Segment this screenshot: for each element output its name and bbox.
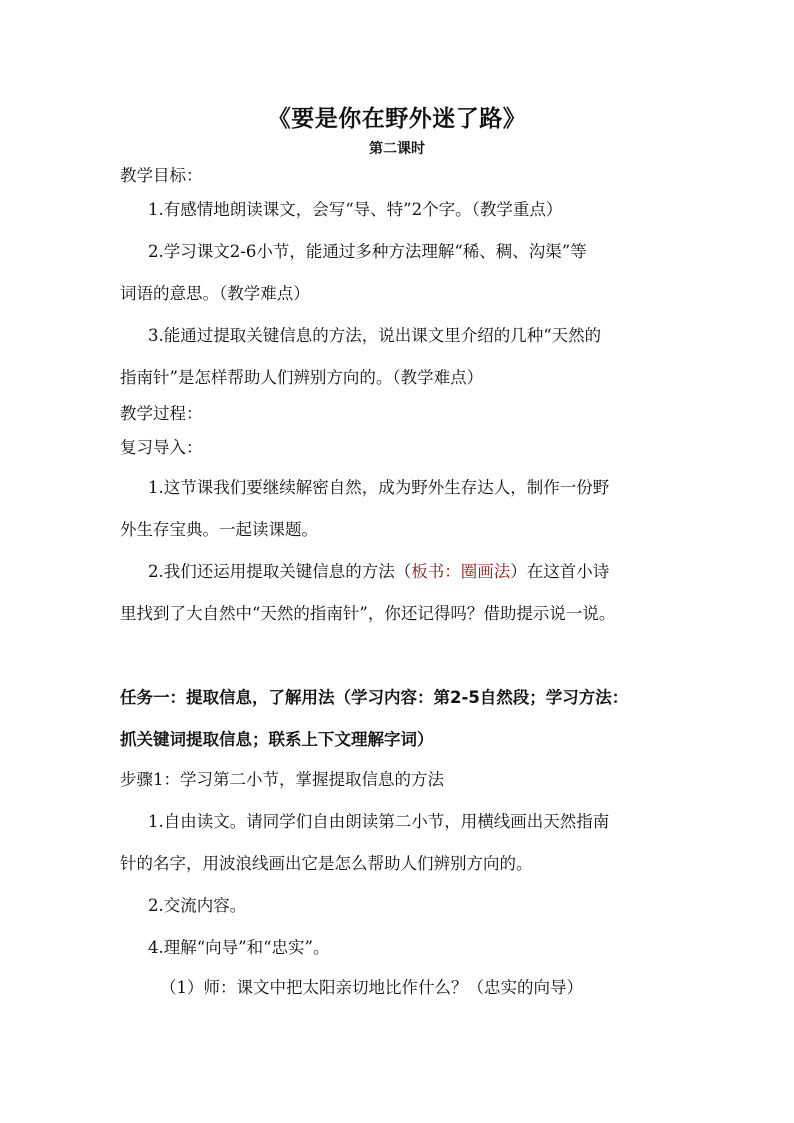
- review-1-line1: 1.这节课我们要继续解密自然，成为野外生存达人，制作一份野: [148, 478, 610, 497]
- review-2-text-a: 2.我们还运用提取关键信息的方法（: [148, 562, 412, 581]
- goal-2-line1: 2.学习课文2-6小节，能通过多种方法理解“稀、稠、沟渠”等: [148, 242, 587, 261]
- step1-item4-sub1: （1）师：课文中把太阳亲切地比作什么？（忠实的向导）: [160, 978, 583, 997]
- process-heading: 教学过程：: [120, 404, 203, 423]
- task1-line1: 任务一：提取信息，了解用法（学习内容：第2-5自然段；学习方法：: [120, 688, 629, 707]
- goal-1: 1.有感情地朗读课文，会写“导、特”2个字。（教学重点）: [148, 200, 563, 219]
- step1-item1-line2: 针的名字，用波浪线画出它是怎么帮助人们辨别方向的。: [120, 854, 533, 873]
- goal-3-line2: 指南针”是怎样帮助人们辨别方向的。（教学难点）: [120, 368, 484, 387]
- lesson-subtitle: 第二课时: [369, 141, 425, 157]
- goals-heading: 教学目标：: [120, 166, 203, 185]
- step1-item2: 2.交流内容。: [148, 896, 247, 915]
- step1-item4: 4.理解“向导”和“忠实”。: [148, 938, 330, 957]
- goal-2-line2: 词语的意思。（教学难点）: [120, 284, 310, 303]
- review-1-line2: 外生存宝典。一起读课题。: [120, 520, 318, 539]
- step1-heading: 步骤1：学习第二小节，掌握提取信息的方法: [120, 770, 444, 789]
- task1-line2: 抓关键词提取信息；联系上下文理解字词）: [120, 730, 434, 749]
- step1-item1-line1: 1.自由读文。请同学们自由朗读第二小节，用横线画出天然指南: [148, 812, 610, 831]
- review-2-line2: 里找到了大自然中“天然的指南针”，你还记得吗？借助提示说一说。: [120, 604, 616, 623]
- goal-3-line1: 3.能通过提取关键信息的方法，说出课文里介绍的几种“天然的: [148, 326, 602, 345]
- board-note: 板书：圈画法: [411, 562, 511, 581]
- review-2-line1: [148, 562, 676, 582]
- review-heading: 复习导入：: [120, 438, 203, 457]
- lesson-title: 《要是你在野外迷了路》: [267, 106, 527, 132]
- review-2-text-b: ）在这首小诗: [510, 562, 610, 581]
